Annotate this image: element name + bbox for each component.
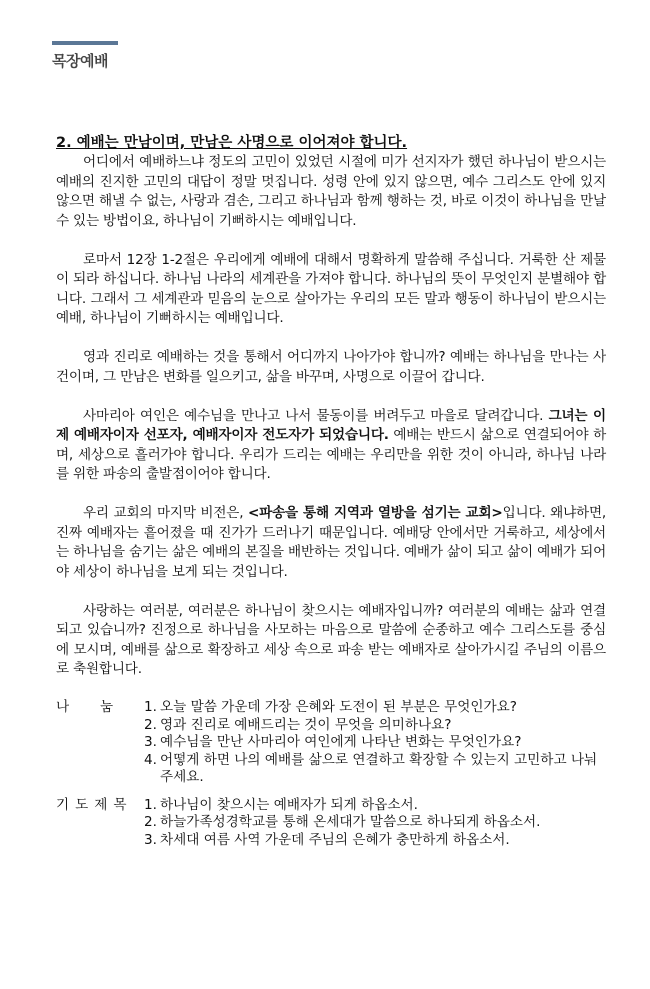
sharing-item-text: 예수님을 만난 사마리아 여인에게 나타난 변화는 무엇인가요? <box>160 734 522 750</box>
prayer-item-text: 차세대 여름 사역 가운데 주님의 은혜가 충만하게 하옵소서. <box>160 831 510 848</box>
paragraphs <box>56 153 606 680</box>
emphasis-text: <파송을 통해 지역과 열방을 섬기는 교회> <box>247 505 503 521</box>
sharing-item-text: 영과 진리로 예배드리는 것이 무엇을 의미하나요? <box>160 716 452 733</box>
body-text: 영과 진리로 예배하는 것을 통해서 어디까지 나아가야 합니까? 예배는 하나님을 만나는 사건이며, 그 만남은 변화를 일으키고, 삶을 바꾸며, 사명으로 이끌어 갑니다. <box>56 349 606 385</box>
paragraph <box>56 251 606 329</box>
header-accent-bar <box>52 41 118 45</box>
paragraph <box>56 153 606 231</box>
sharing-item-number: 1. <box>144 699 157 715</box>
document-body <box>56 134 606 849</box>
sharing-item <box>144 734 606 752</box>
prayer-item <box>144 797 606 815</box>
prayer-item <box>144 814 606 832</box>
prayer-item-text: 하늘가족성경학교를 통해 온세대가 말씀으로 하나되게 하옵소서. <box>160 814 541 830</box>
body-text: 우리 교회의 마지막 비전은, <box>83 505 248 521</box>
prayer-item-number: 2. <box>144 814 157 830</box>
paragraph <box>56 504 606 582</box>
sharing-item <box>144 717 606 735</box>
body-text: 사마리아 여인은 예수님을 만나고 나서 물동이를 버려두고 마을로 달려갑니다. <box>83 407 549 424</box>
body-text: 사랑하는 여러분, 여러분은 하나님이 찾으시는 예배자입니까? 여러분의 예배는 삶과 연결되고 있습니까? 진정으로 하나님을 사모하는 마음으로 말씀에 순종하고 예수 그리스도를 중심에 모시며, 예배를 삶으로 확장하고 세상 속으로 파송 받는 예배자로 살아가시길 주님의 이름으로 축원합니다. <box>56 602 606 677</box>
prayer-item-number: 1. <box>144 796 157 813</box>
sharing-label-a: 나 <box>56 699 70 715</box>
body-text: 입니다. 왜냐하면, 진짜 예배자는 흩어졌을 때 진가가 드러나기 때문입니다. 예배당 안에서만 거룩하고, 세상에서는 하나님을 숨기는 삶은 예배의 본질을 배반하는 것입니다. 예배가 삶이 되고 삶이 예배가 되어야 세상이 하나님을 보게 되는 것입니다. <box>56 505 607 580</box>
sharing-item-number: 3. <box>144 734 157 750</box>
sharing-item-number: 4. <box>144 751 157 768</box>
body-text: 어디에서 예배하느냐 정도의 고민이 있었던 시절에 미가 선지자가 했던 하나님이 받으시는 예배의 진지한 고민의 대답이 정말 멋집니다. 성령 안에 있지 않으면, 예수 그리스도 안에 있지 않으면 해낼 수 없는, 사랑과 겸손, 그리고 하나님과 함께 행하는 것, 바로 이것이 하나님을 만날 수 있는 방법이요, 하나님이 기뻐하시는 예배입니다. <box>56 154 606 229</box>
sharing-questions <box>144 699 606 787</box>
sharing-item <box>144 699 606 717</box>
prayer-item-text: 하나님이 찾으시는 예배자가 되게 하옵소서. <box>160 796 418 813</box>
paragraph <box>56 407 606 485</box>
body-text: 예배는 반드시 삶으로 연결되어야 하며, 세상으로 흘러가야 합니다. 우리가 드리는 예배는 우리만을 위한 것이 아니라, 하나님 나라를 위한 파송의 출발점이어야 합니다. <box>56 427 606 482</box>
prayer-item <box>144 832 606 850</box>
emphasis-text: 그녀는 이제 예배자이자 선포자, 예배자이자 전도자가 되었습니다. <box>56 407 606 443</box>
sharing-item-text: 오늘 말씀 가운데 가장 은혜와 도전이 된 부분은 무엇인가요? <box>160 699 517 715</box>
section-title: 2. 예배는 만남이며, 만남은 사명으로 이어져야 합니다. <box>56 135 408 151</box>
body-text: 로마서 12장 1-2절은 우리에게 예배에 대해서 명확하게 말씀해 주십니다. 거룩한 산 제물이 되라 하십니다. 하나님 나라의 세계관을 가져야 합니다. 하나님의 뜻이 무엇인지 분별해야 합니다. 그래서 그 세계관과 믿음의 눈으로 살아가는 우리의 모든 말과 행동이 하나님이 받으시는 예배, 하나님이 기뻐하시는 예배입니다. <box>56 251 606 326</box>
prayer-section <box>56 797 606 850</box>
prayer-items <box>144 797 606 850</box>
prayer-item-number: 3. <box>144 831 157 848</box>
sharing-label-b: 눔 <box>100 699 114 715</box>
paragraph <box>56 602 606 680</box>
header-label: 목장예배 <box>52 52 108 70</box>
prayer-label: 기도제목 <box>56 796 133 813</box>
sharing-item <box>144 752 606 787</box>
sharing-item-number: 2. <box>144 716 157 733</box>
sharing-item-text: 어떻게 하면 나의 예배를 삶으로 연결하고 확장할 수 있는지 고민하고 나눠주세요. <box>160 751 598 785</box>
paragraph <box>56 348 606 387</box>
sharing-section <box>56 699 606 787</box>
